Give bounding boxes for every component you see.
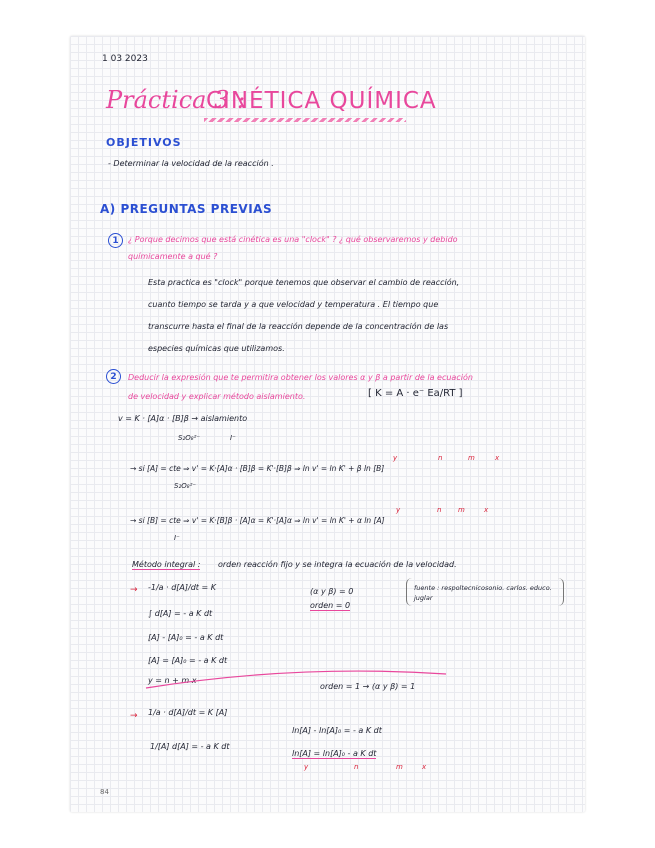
label-x-c: x bbox=[422, 763, 427, 771]
condition-2-label: orden = 0 bbox=[310, 601, 351, 610]
label-y-a: y bbox=[393, 454, 398, 462]
case-a-equation: → si [A] = cte ⇒ v' = K·[A]α · [B]β = K'·[B]β ⇒ ln v' = ln K' + β ln [B] bbox=[130, 464, 385, 473]
label-m-c: m bbox=[396, 763, 403, 771]
title-underline bbox=[204, 118, 406, 122]
title-prefix: Práctica 3 : bbox=[106, 86, 246, 114]
section-a-heading: A) PREGUNTAS PREVIAS bbox=[100, 202, 273, 216]
integral-eq4: [A] = [A]₀ = - a K dt bbox=[148, 656, 228, 665]
page-title: CINÉTICA QUÍMICA bbox=[206, 88, 437, 114]
condition-1: (α y β) = 0 bbox=[310, 587, 354, 596]
integral-eq2: ∫ d[A] = - a K dt bbox=[148, 609, 213, 618]
label-m-b: m bbox=[458, 506, 465, 514]
objectives-item: - Determinar la velocidad de la reacción . bbox=[108, 159, 274, 168]
notebook-page bbox=[70, 36, 585, 812]
label-n-b: n bbox=[437, 506, 442, 514]
integral-eq3: [A] - [A]₀ = - a K dt bbox=[148, 633, 224, 642]
integral-eq9-label: ln[A] = ln[A]₀ - a K dt bbox=[292, 749, 377, 758]
integral-eq1: -1/a · d[A]/dt = K bbox=[148, 583, 216, 592]
integral-heading bbox=[132, 560, 200, 569]
case-b-equation: → si [B] = cte ⇒ v' = K·[B]β · [A]α = K'·[A]α ⇒ ln v' = ln K' + α ln [A] bbox=[130, 516, 385, 525]
label-x-b: x bbox=[484, 506, 489, 514]
question-1-number: 1 bbox=[108, 233, 123, 248]
rate-law: v = K · [A]α · [B]β → aislamiento bbox=[118, 414, 248, 423]
arrow-2: → bbox=[130, 711, 138, 721]
page-number: 84 bbox=[100, 788, 109, 796]
label-x-a: x bbox=[495, 454, 500, 462]
source-note: fuente : respoltecnicosonio. carlos. educo. juglar bbox=[414, 584, 552, 602]
label-m-a: m bbox=[468, 454, 475, 462]
integral-heading-label: Método integral : bbox=[132, 560, 201, 569]
label-y-c: y bbox=[304, 763, 309, 771]
q2-question-line2: de velocidad y explicar método aislamiento. bbox=[128, 392, 306, 401]
label-y-b: y bbox=[396, 506, 401, 514]
integral-description: orden reacción fijo y se integra la ecuación de la velocidad. bbox=[218, 560, 457, 569]
integral-eq7: 1/[A] d[A] = - a K dt bbox=[150, 742, 230, 751]
condition-2 bbox=[310, 601, 350, 610]
q2-question-line1: Deducir la expresión que te permitira obtener los valores α y β a partir de la ecuación bbox=[128, 373, 473, 382]
integral-eq5: y = n + m x bbox=[148, 676, 197, 685]
integral-eq6: 1/a · d[A]/dt = K [A] bbox=[148, 708, 228, 717]
q1-question-line2: químicamente a qué ? bbox=[128, 252, 218, 261]
q1-answer-line4: especies químicas que utilizamos. bbox=[148, 344, 285, 353]
q1-answer-line1: Esta practica es "clock" porque tenemos que observar el cambio de reacción, bbox=[148, 278, 460, 287]
q1-answer-line2: cuanto tiempo se tarda y a que velocidad y temperatura . El tiempo que bbox=[148, 300, 439, 309]
integral-eq9 bbox=[292, 749, 376, 758]
species-a: S₂O₈²⁻ bbox=[178, 434, 201, 442]
order-1-condition: orden = 1 → (α y β) = 1 bbox=[320, 682, 416, 691]
label-n-c: n bbox=[354, 763, 359, 771]
arrhenius-equation: [ K = A · e⁻ Ea/RT ] bbox=[368, 388, 463, 399]
q1-question-line1: ¿ Porque decimos que está cinética es una "clock" ? ¿ qué observaremos y debido bbox=[128, 235, 458, 244]
date: 1 03 2023 bbox=[102, 54, 148, 64]
q1-answer-line3: transcurre hasta el final de la reacción depende de la concentración de las bbox=[148, 322, 449, 331]
case-b-species: I⁻ bbox=[174, 534, 180, 542]
label-n-a: n bbox=[438, 454, 443, 462]
case-a-species: S₂O₈²⁻ bbox=[174, 482, 197, 490]
arrow-1: → bbox=[130, 585, 138, 595]
question-2-number: 2 bbox=[106, 369, 121, 384]
integral-eq8: ln[A] - ln[A]₀ = - a K dt bbox=[292, 726, 382, 735]
species-b: I⁻ bbox=[230, 434, 236, 442]
objectives-heading: OBJETIVOS bbox=[106, 136, 182, 149]
